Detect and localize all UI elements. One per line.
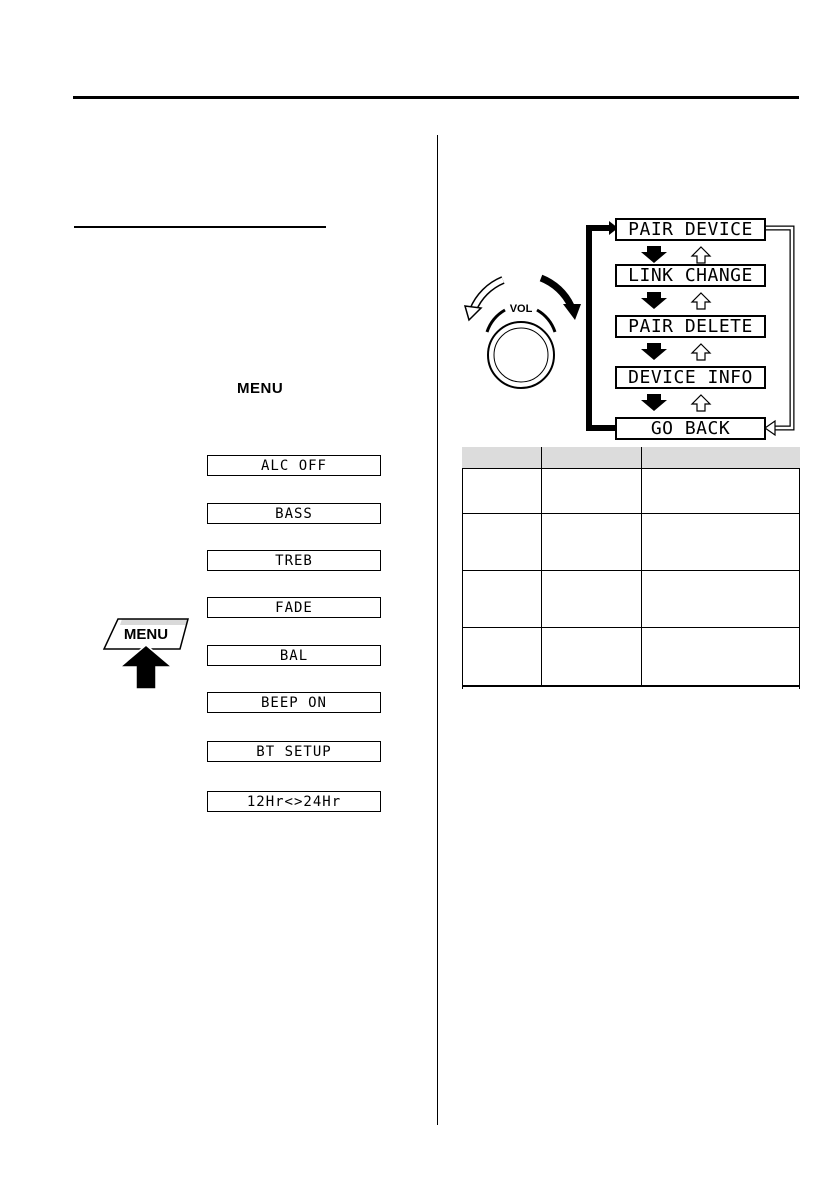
function-table: [462, 447, 800, 687]
bt-menu-link-change: LINK CHANGE: [615, 264, 766, 287]
bt-menu-device-info: DEVICE INFO: [615, 366, 766, 389]
table-cell: [641, 469, 800, 514]
table-cell: [541, 628, 641, 687]
table-cell: [541, 514, 641, 571]
volume-knob-label: VOL: [509, 303, 533, 315]
volume-knob-icon: [488, 322, 554, 388]
menu-key-label: MENU: [123, 626, 169, 643]
table-header-cell: [462, 447, 541, 469]
menu-item-bt-setup: BT SETUP: [207, 741, 381, 762]
menu-item-treb: TREB: [207, 550, 381, 571]
table-cell: [641, 628, 800, 687]
table-cell: [541, 571, 641, 628]
bt-menu-pair-delete: PAIR DELETE: [615, 315, 766, 338]
table-row: [462, 514, 800, 571]
rotate-left-arrow-icon: [465, 306, 481, 320]
table-cell: [541, 469, 641, 514]
table-cell: [462, 628, 541, 687]
press-arrow-icon: [120, 645, 172, 689]
menu-item-alc: ALC OFF: [207, 455, 381, 476]
column-divider: [437, 135, 438, 1125]
table-cell: [641, 571, 800, 628]
menu-button-illustration: [100, 615, 190, 695]
table-cell: [641, 514, 800, 571]
table-header-cell: [541, 447, 641, 469]
table-cell: [462, 571, 541, 628]
table-header-cell: [641, 447, 800, 469]
menu-item-bass: BASS: [207, 503, 381, 524]
table-cell: [462, 469, 541, 514]
table-row: [462, 469, 800, 514]
bt-menu-pair-device: PAIR DEVICE: [615, 218, 766, 241]
menu-item-bal: BAL: [207, 645, 381, 666]
menu-item-clock-format: 12Hr<>24Hr: [207, 791, 381, 812]
header-rule: [73, 96, 799, 99]
table-row: [462, 571, 800, 628]
bt-menu-go-back: GO BACK: [615, 417, 766, 440]
rotate-right-arrow-icon: [563, 304, 581, 320]
section-heading-underline: [74, 226, 326, 228]
table-cell: [462, 514, 541, 571]
menu-button-reference: MENU: [237, 380, 284, 397]
table-header-row: [462, 447, 800, 469]
menu-item-fade: FADE: [207, 597, 381, 618]
menu-item-beep: BEEP ON: [207, 692, 381, 713]
table-row: [462, 628, 800, 687]
